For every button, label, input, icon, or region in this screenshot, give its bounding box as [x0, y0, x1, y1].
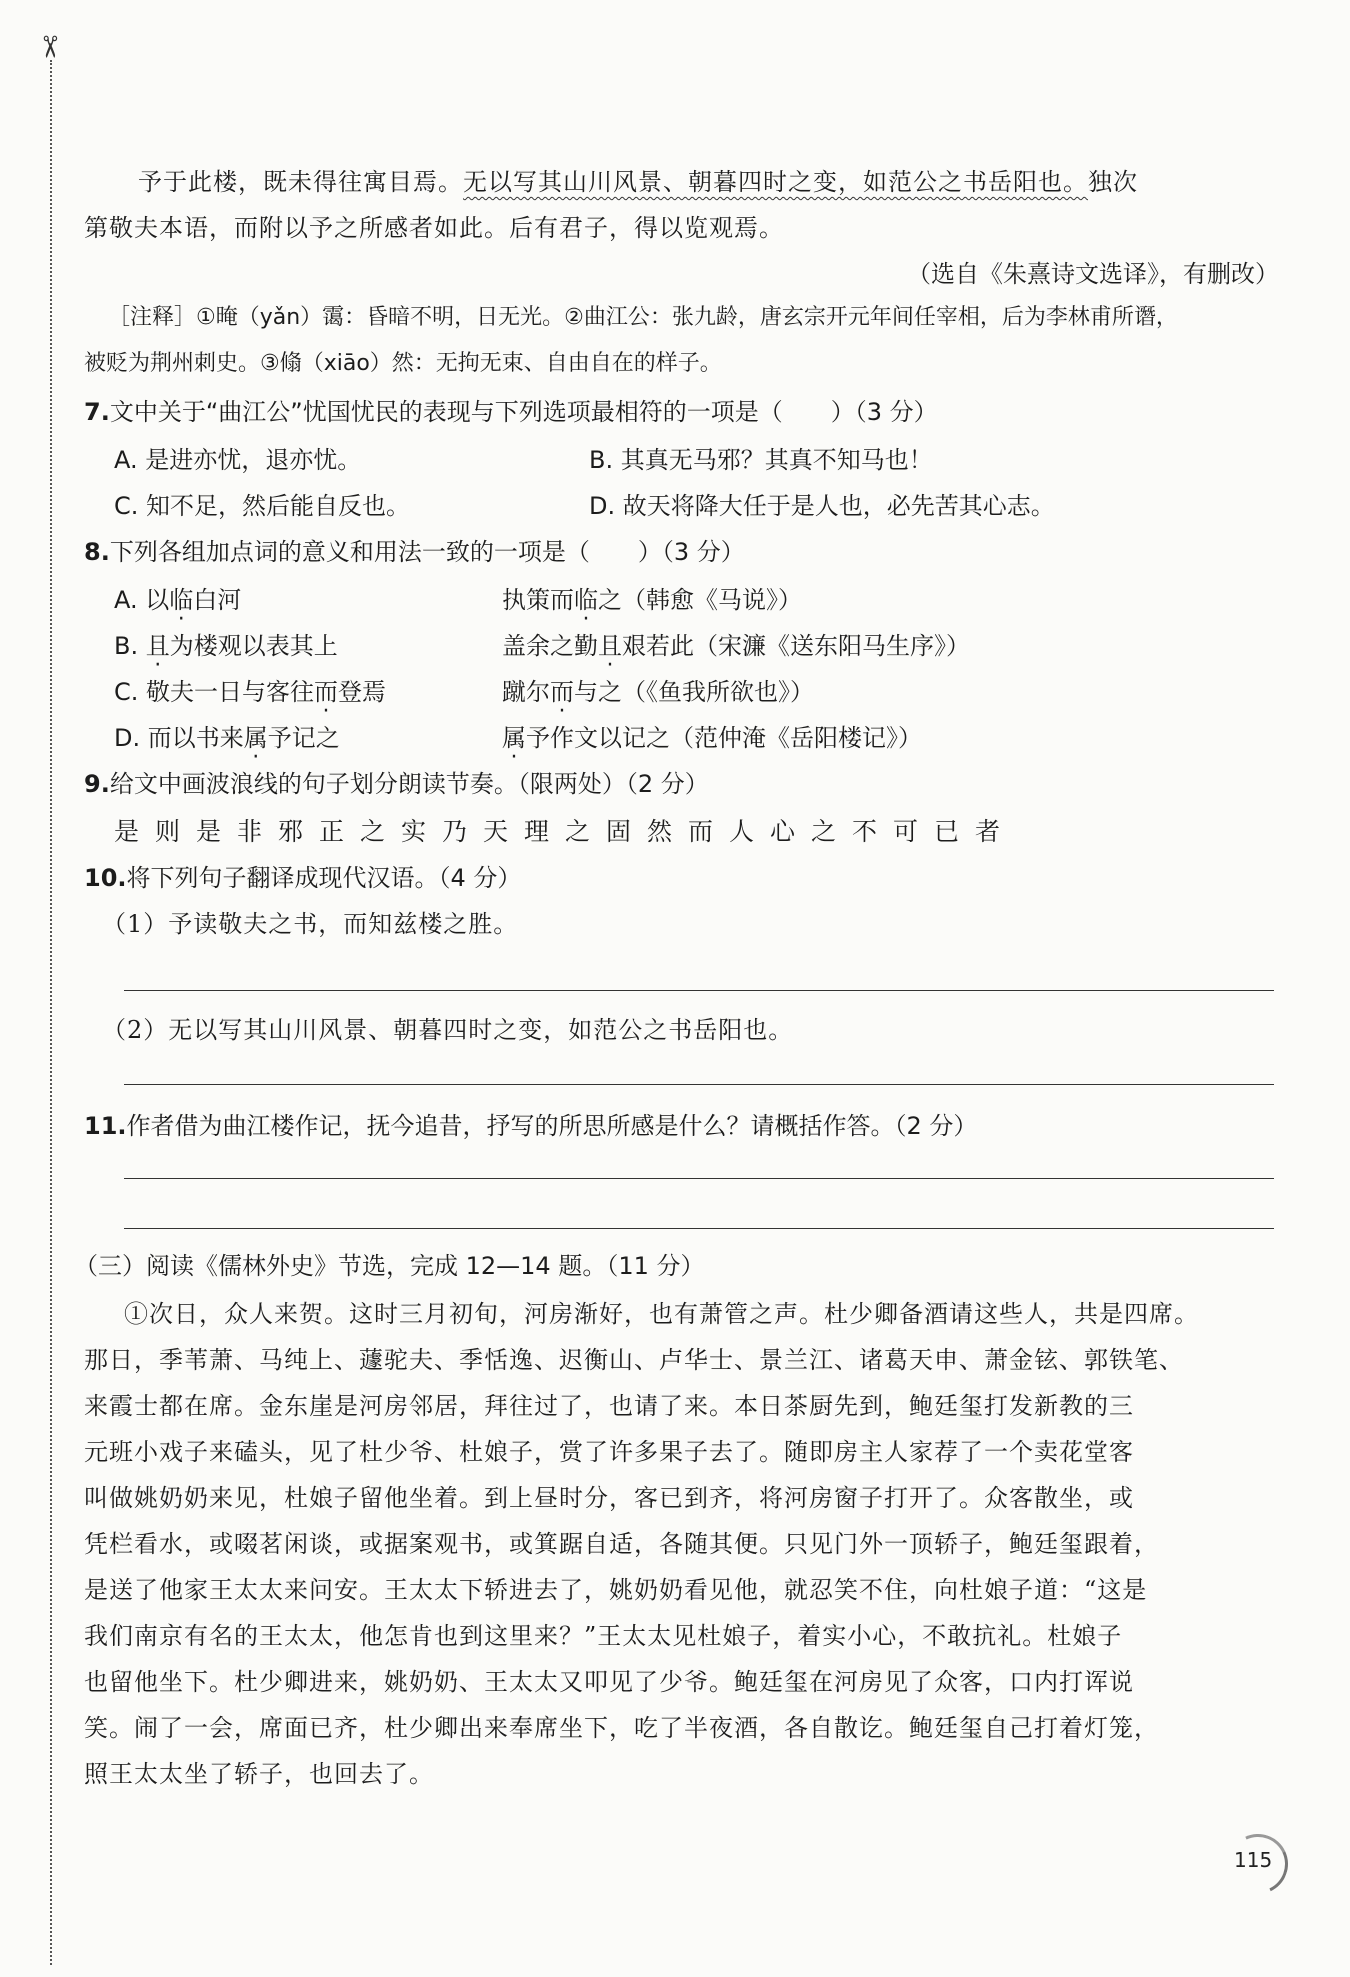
q10-stem: 10.将下列句子翻译成现代汉语。（4 分）	[84, 864, 522, 892]
section3-line-8: 我们南京有名的王太太，他怎肯也到这里来？”王太太见杜娘子，着实小心，不敢抗礼。杜娘子	[84, 1622, 1123, 1650]
q8-option-b-left[interactable]: B. 且为楼观以表其上	[114, 632, 338, 660]
q7-stem: 7.文中关于“曲江公”忧国忧民的表现与下列选项最相符的一项是（ ）（3 分）	[84, 398, 938, 426]
section3-line-3: 来霞士都在席。金东崖是河房邻居，拜往过了，也请了来。本日茶厨先到，鲍廷玺打发新教的三	[84, 1392, 1134, 1420]
q7-option-c[interactable]: C. 知不足，然后能自反也。	[114, 492, 411, 520]
q8-option-c-left[interactable]: C. 敬夫一日与客往而登焉	[114, 678, 387, 706]
page-number: 115	[1222, 1834, 1282, 1884]
section3-line-10: 笑。闹了一会，席面已齐，杜少卿出来奉席坐下，吃了半夜酒，各自散讫。鲍廷玺自己打着灯笼，	[84, 1714, 1159, 1742]
section3-line-5: 叫做姚奶奶来见，杜娘子留他坐着。到上昼时分，客已到齐，将河房窗子打开了。众客散坐，或	[84, 1484, 1134, 1512]
q8-option-c-right: 蹴尔而与之（《鱼我所欲也》）	[502, 678, 814, 706]
wavy-sentence: 无以写其山川风景、朝暮四时之变，如范公之书岳阳也。	[463, 168, 1088, 196]
q10-answer-line-2[interactable]	[124, 1084, 1274, 1085]
section3-title: （三）阅读《儒林外史》节选，完成 12—14 题。（11 分）	[74, 1252, 705, 1280]
q8-option-a-right: 执策而临之（韩愈《马说》）	[502, 586, 802, 614]
q8-option-d-left[interactable]: D. 而以书来属予记之	[114, 724, 340, 752]
section3-line-2: 那日，季苇萧、马纯上、蘧驼夫、季恬逸、迟衡山、卢华士、景兰江、诸葛天申、萧金铉、郭铁笔、	[84, 1346, 1184, 1374]
section3-line-6: 凭栏看水，或啜茗闲谈，或据案观书，或箕踞自适，各随其便。只见门外一顶轿子，鲍廷玺跟着，	[84, 1530, 1159, 1558]
section3-line-4: 元班小戏子来磕头，见了杜少爷、杜娘子，赏了许多果子去了。随即房主人家荐了一个卖花堂客	[84, 1438, 1134, 1466]
section3-line-7: 是送了他家王太太来问安。王太太下轿进去了，姚奶奶看见他，就忍笑不住，向杜娘子道：“这是	[84, 1576, 1148, 1604]
cut-guide-line	[50, 60, 52, 1965]
q8-option-a-left[interactable]: A. 以临白河	[114, 586, 242, 614]
notes-line-2: 被贬为荆州刺史。③翛（xiāo）然：无拘无束、自由自在的样子。	[84, 351, 722, 376]
q8-option-d-right: 属予作文以记之（范仲淹《岳阳楼记》）	[502, 724, 922, 752]
scissors-icon: ✂	[31, 34, 67, 60]
q9-stem: 9.给文中画波浪线的句子划分朗读节奏。（限两处）（2 分）	[84, 770, 709, 798]
q10-answer-line-1[interactable]	[124, 990, 1274, 991]
q11-stem: 11.作者借为曲江楼作记，抚今追昔，抒写的所思所感是什么？请概括作答。（2 分）	[84, 1112, 978, 1140]
q11-answer-line-2[interactable]	[124, 1228, 1274, 1229]
passage-line-2: 第敬夫本语，而附以予之所感者如此。后有君子，得以览观焉。	[84, 214, 784, 242]
q8-option-b-right: 盖余之勤且艰若此（宋濂《送东阳马生序》）	[502, 632, 970, 660]
section3-line-1: ①次日，众人来贺。这时三月初旬，河房渐好，也有萧管之声。杜少卿备酒请这些人，共是四席。	[124, 1300, 1199, 1328]
q7-option-b[interactable]: B. 其真无马邪？其真不知马也！	[589, 446, 933, 474]
q7-option-d[interactable]: D. 故天将降大任于是人也，必先苦其心志。	[589, 492, 1055, 520]
q10-sentence-1: （1）予读敬夫之书，而知兹楼之胜。	[102, 910, 519, 938]
passage-source: （选自《朱熹诗文选译》，有删改）	[907, 260, 1279, 288]
q7-option-a[interactable]: A. 是进亦忧，退亦忧。	[114, 446, 362, 474]
passage-line-1: 予于此楼，既未得往寓目焉。无以写其山川风景、朝暮四时之变，如范公之书岳阳也。独次	[138, 168, 1138, 196]
section3-line-9: 也留他坐下。杜少卿进来，姚奶奶、王太太又叩见了少爷。鲍廷玺在河房见了众客，口内打诨说	[84, 1668, 1134, 1696]
notes-line-1: ［注释］①晻（yǎn）霭：昏暗不明，日无光。②曲江公：张九龄，唐玄宗开元年间任宰相，后为李林甫所谮，	[108, 305, 1178, 330]
q8-stem: 8.下列各组加点词的意义和用法一致的一项是（ ）（3 分）	[84, 538, 745, 566]
q10-sentence-2: （2）无以写其山川风景、朝暮四时之变，如范公之书岳阳也。	[102, 1016, 794, 1044]
q11-answer-line-1[interactable]	[124, 1178, 1274, 1179]
q9-sentence[interactable]: 是则是非邪正之实乃天理之固然而人心之不可已者	[114, 817, 1017, 846]
section3-line-11: 照王太太坐了轿子，也回去了。	[84, 1760, 434, 1788]
